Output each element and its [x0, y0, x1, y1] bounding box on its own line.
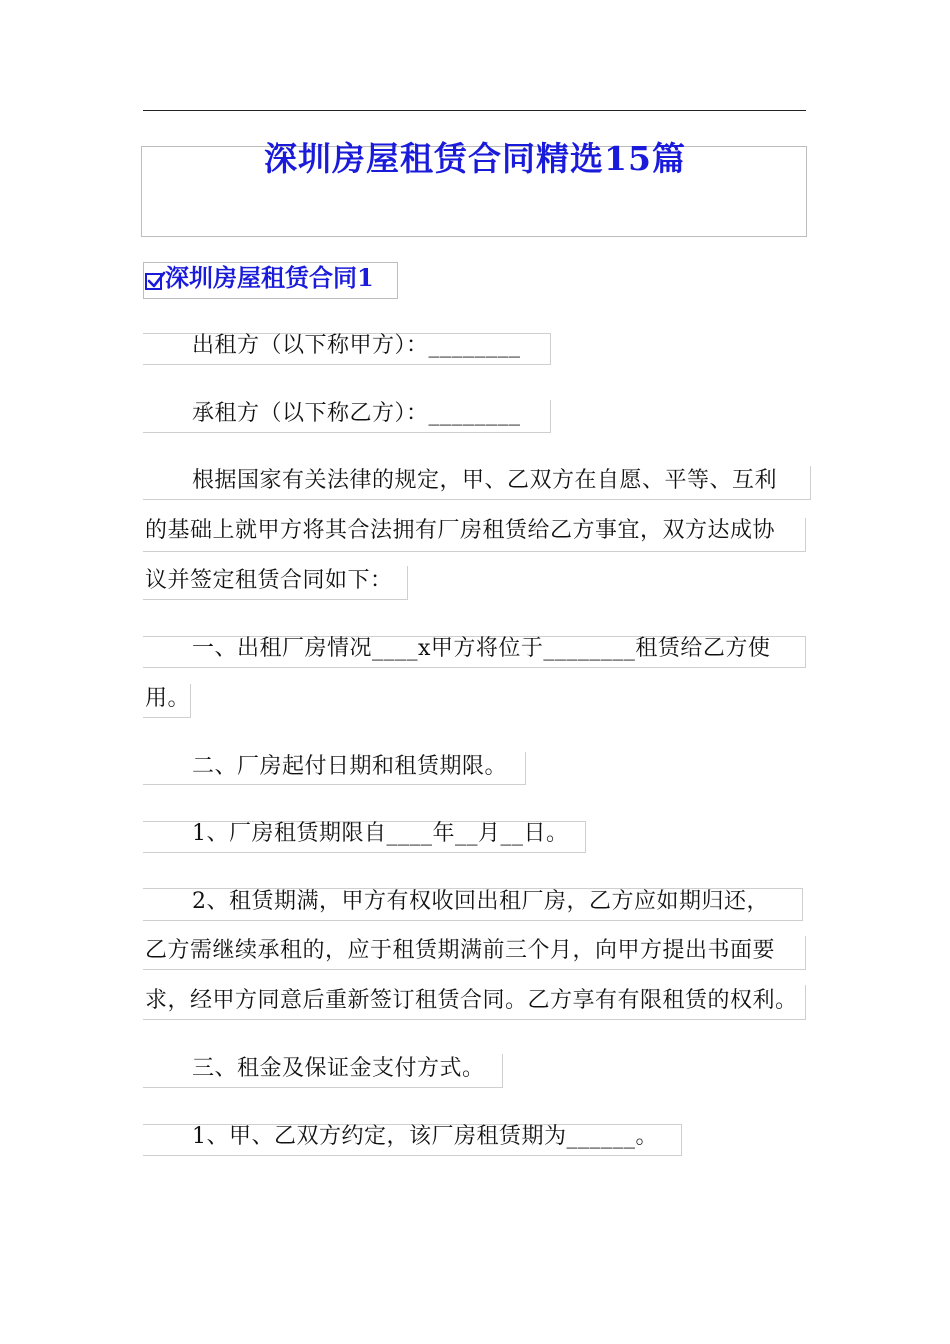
- clause-heading-2: 二、厂房起付日期和租赁期限。: [192, 754, 508, 779]
- section-heading-text: 深圳房屋租赁合同1: [165, 263, 374, 292]
- clause-item: 2、租赁期满，甲方有权收回出租厂房，乙方应如期归还，: [192, 889, 769, 914]
- document-title: 深圳房屋租赁合同精选15篇: [264, 139, 686, 178]
- clause-item: 1、甲、乙双方约定，该厂房租赁期为______。: [192, 1124, 658, 1149]
- clause-heading-1: 一、出租厂房情况____x甲方将位于________租赁给乙方使: [192, 636, 771, 661]
- clause-item: 1、厂房租赁期限自____年__月__日。: [192, 821, 569, 846]
- paragraph-line: 乙方需继续承租的，应于租赁期满前三个月，向甲方提出书面要: [145, 938, 776, 963]
- paragraph-line: 的基础上就甲方将其合法拥有厂房租赁给乙方事宜，双方达成协: [145, 518, 776, 543]
- lessee-line: 承租方（以下称乙方）：________: [192, 401, 521, 426]
- section-heading: [145, 258, 374, 298]
- lessor-line: 出租方（以下称甲方）：________: [192, 333, 521, 358]
- paragraph-line: 用。: [145, 686, 191, 711]
- clause-heading-3: 三、租金及保证金支付方式。: [192, 1056, 485, 1081]
- top-rule: [143, 110, 806, 111]
- checkbox-checked-icon: [145, 273, 162, 290]
- paragraph-line: 根据国家有关法律的规定，甲、乙双方在自愿、平等、互利: [192, 468, 778, 493]
- paragraph-line: 议并签定租赁合同如下：: [145, 568, 393, 593]
- paragraph-line: 求，经甲方同意后重新签订租赁合同。乙方享有有限租赁的权利。: [145, 988, 798, 1013]
